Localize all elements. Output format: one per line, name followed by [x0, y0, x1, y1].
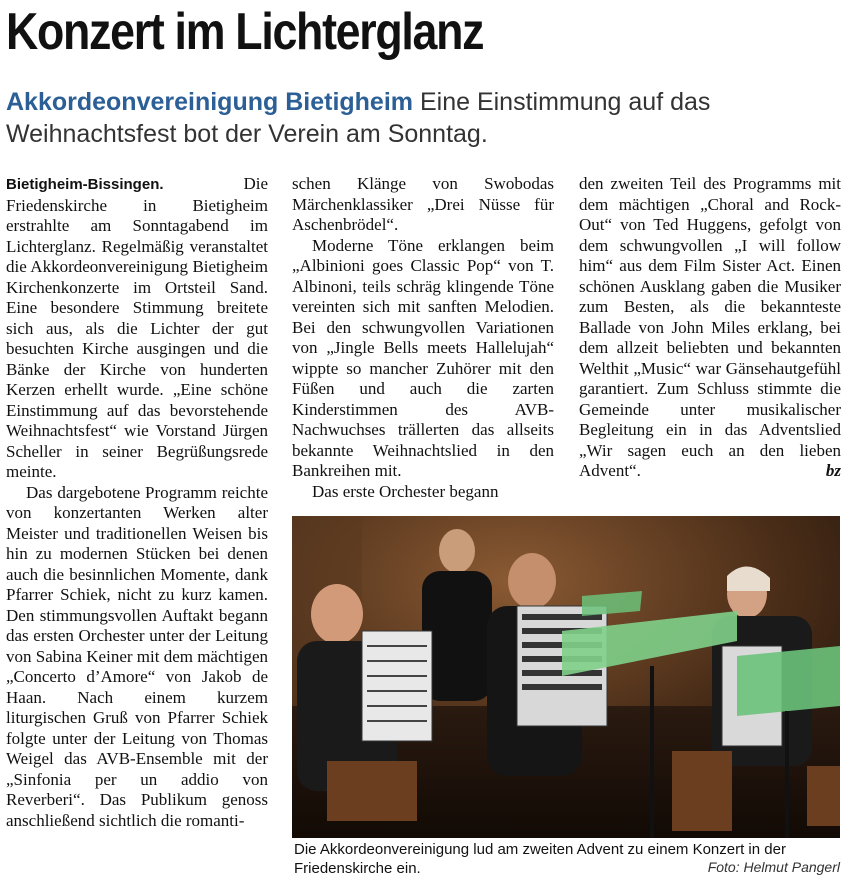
paragraph: [6, 174, 268, 483]
paragraph-text: Die Friedenskirche in Bietigheim erstrahlte am Sonntagabend im Lichterglanz. Regelmäßig veranstaltet die Akkordeonvereinigung Bietigheim Kirchenkonzerte im Ortsteil Sand. Eine besondere Stimmung breitete sich aus, als die Lichter der gut besuchten Kirche ausgingen und die Bänke der Kirche von hunderten Kerzen erhellt wurde. „Eine schöne Einstimmung auf das bevorstehende Weihnachtsfest“ wie Vorstand Jürgen Scheller in seiner Begrüßungsrede meinte.: [6, 174, 268, 481]
paragraph: [579, 174, 841, 482]
article-kicker: Akkordeonvereinigung Bietigheim: [6, 88, 414, 116]
paragraph: Das erste Orchester begann: [312, 481, 499, 501]
photo-credit: Foto: Helmut Pangerl: [707, 859, 840, 875]
concert-photo: [292, 516, 840, 838]
subheadline-text: Eine Einstimmung auf das Weihnachtsfest bot der Verein am Sonntag.: [6, 88, 711, 148]
article-column-1: [6, 174, 268, 831]
article-column-2: [292, 174, 554, 502]
article-column-3: [579, 174, 841, 482]
paragraph: schen Klänge von Swobodas Märchenklassiker „Drei Nüsse für Aschenbrödel“.: [292, 174, 554, 234]
article-subheadline: [6, 86, 836, 150]
paragraph: Moderne Töne erklangen beim „Albinioni goes Classic Pop“ von T. Albinoni, teils schräg klingende Töne vereinten sich mit sanften Melodien. Bei den schwungvollen Variationen von „Jingle Bells meets Hallelujah“ wippte so mancher Zuhörer mit den Füßen und auch die zarten Kinderstimmen des AVB-Nachwuchses trällerten das allseits bekannte Weihnachtslied in den Bankreihen mit.: [292, 235, 554, 480]
article-headline: Konzert im Lichterglanz: [6, 3, 484, 61]
concert-photo-illustration: [292, 516, 840, 838]
paragraph: Das dargebotene Programm reichte von konzertanten Werken alter Meister und traditionellen Weisen bis hin zu modernen Stücken bei denen auch die besinnlichen Momente, dank Pfarrer Schiek, nicht zu kurz kamen. Den stimmungsvollen Auftakt begann das ersten Orchester unter der Leitung von Sabina Keiner mit dem mächtigen „Concerto d’Amore“ von Jakob de Haan. Nach einem kurzem liturgischen Gruß von Pfarrer Schiek folgte unter der Leitung von Thomas Weigel das AVB-Ensemble mit der „Sinfonia per un addio von Reverberi“. Das Publikum genoss anschließend sichtlich die romanti-: [6, 482, 269, 830]
paragraph-text: den zweiten Teil des Programms mit dem mächtigen „Choral and Rock-Out“ von Ted Huggens, gefolgt von dem schwungvollen „I will follow him“ aus dem Film Sister Act. Einen schönen Ausklang gaben die Musiker zum Besten, als die bekannteste Ballade von John Miles erklang, bei dem allzeit beliebten und bekannten Welthit „Music“ war Gänsehautgefühl garantiert. Zum Schluss stimmte die Gemeinde unter musikalischer Begleitung ein in das Adventslied „Wir sagen euch an den lieben Advent“.: [579, 174, 841, 480]
photo-caption: Die Akkordeonvereinigung lud am zweiten Advent zu einem Konzert in der Friedenskirche ein.: [294, 841, 786, 877]
author-signature: bz: [825, 461, 841, 480]
dateline: Bietigheim-Bissingen.: [6, 176, 164, 193]
